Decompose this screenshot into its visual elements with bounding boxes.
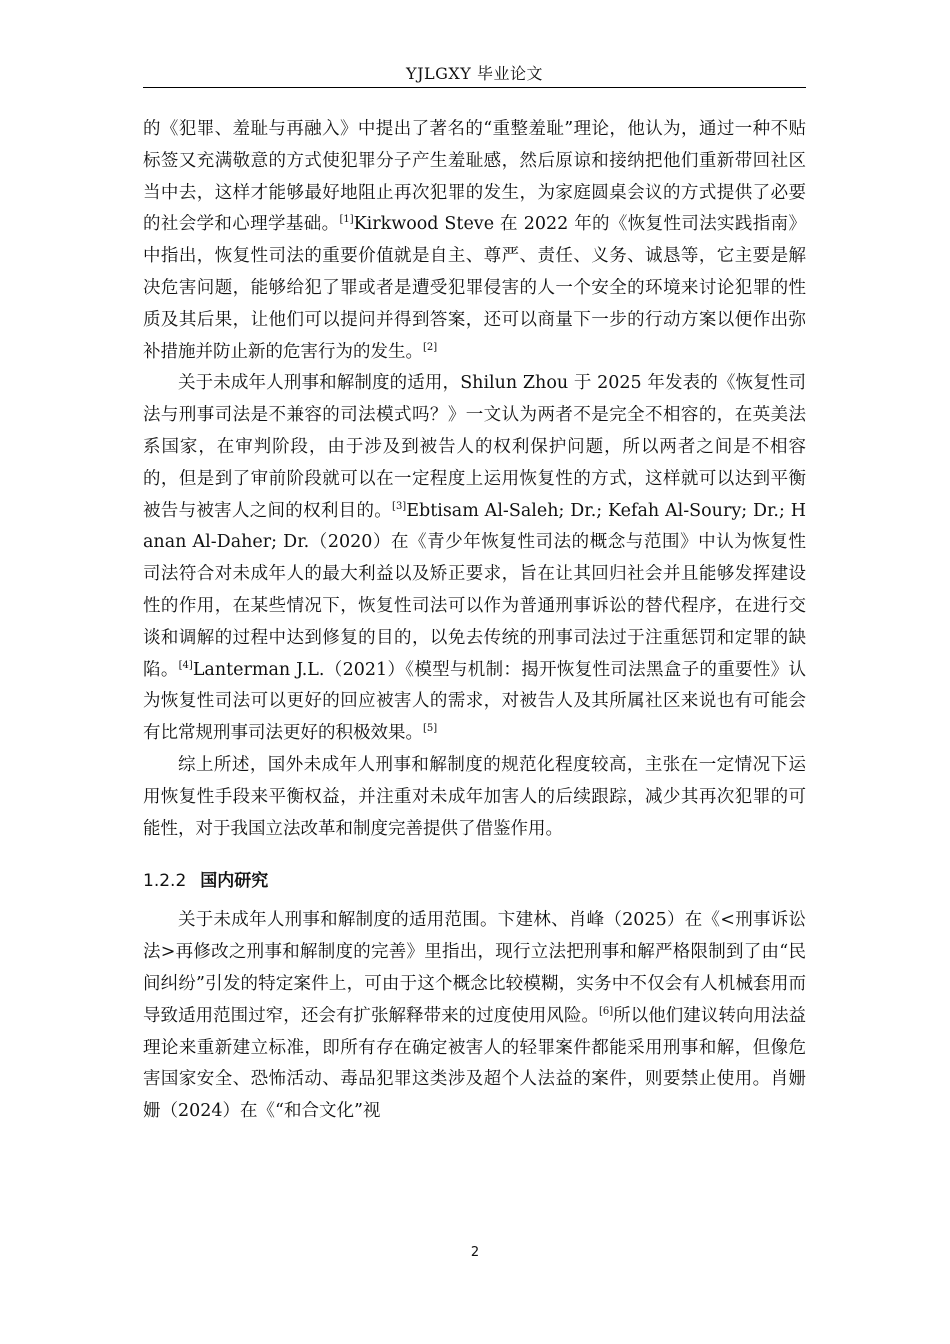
citation-marker: [4] [178,659,193,671]
paragraphs-after-section [143,905,806,1128]
body-paragraph [143,905,806,1128]
paragraphs-before-section [143,114,806,845]
paragraph-text: 关于未成年人刑事和解制度的适用，Shilun Zhou 于 2025 年发表的《恢复性司法与刑事司法是不兼容的司法模式吗？》一文认为两者不是完全不相容的，在英美法系国家，在审判阶段，由于涉及到被告人的权利保护问题，所以两者之间是不相容的，但是到了审前阶段就可以在一定程度上运用恢复性的方式，这样就可以达到平衡被告与被害人之间的权利目的。 [143,373,806,521]
citation-marker: [6] [598,1005,614,1017]
body-paragraph [143,114,806,368]
body-paragraph [143,750,806,845]
paragraph-text: 的《犯罪、羞耻与再融入》中提出了著名的“重整羞耻”理论，他认为，通过一种不贴标签又充满敬意的方式使犯罪分子产生羞耻感，然后原谅和接纳把他们重新带回社区当中去，这样才能够最好地阻止再次犯罪的发生，为家庭圆桌会议的方式提供了必要的社会学和心理学基础。 [143,119,806,235]
section-title: 国内研究 [200,871,269,892]
citation-marker: [3] [392,500,407,512]
page-number: 2 [470,1245,480,1260]
paragraph-text: Kirkwood Steve 在 2022 年的《恢复性司法实践指南》中指出，恢复性司法的重要价值就是自主、尊严、责任、义务、诚恳等，它主要是解决危害问题，能够给犯了罪或者是遭受犯罪侵害的人一个安全的环境来讨论犯罪的性质及其后果，让他们可以提问并得到答案，还可以商量下一步的行动方案以便作出弥补措施并防止新的危害行为的发生。 [143,214,806,362]
section-number: 1.2.2 [143,871,187,892]
citation-marker: [2] [423,341,438,353]
paragraph-text: 关于未成年人刑事和解制度的适用范围。卞建林、肖峰（2025）在《<刑事诉讼法>再修改之刑事和解制度的完善》里指出，现行立法把刑事和解严格限制到了由“民间纠纷”引发的特定案件上，可由于这个概念比较模糊，实务中不仅会有人机械套用而导致适用范围过窄，还会有扩张解释带来的过度使用风险。 [143,910,806,1026]
paragraph-text: Lanterman J.L.（2021）《模型与机制：揭开恢复性司法黑盒子的重要性》认为恢复性司法可以更好的回应被害人的需求，对被告人及其所属社区来说也有可能会有比常规刑事司法更好的积极效果。 [143,659,806,744]
running-header: YJLGXY 毕业论文 [406,64,543,83]
paragraph-text: Ebtisam Al-Saleh; Dr.; Kefah Al-Soury; Dr.; Hanan Al-Daher; Dr.（2020）在《青少年恢复性司法的概念与范围》中认为恢复性司法符合对未成年人的最大利益以及矫正要求，旨在让其回归社会并且能够发挥建设性的作用，在某些情况下，恢复性司法可以作为普通刑事诉讼的替代程序，在进行交谈和调解的过程中达到修复的目的，以免去传统的刑事司法过于注重惩罚和定罪的缺陷。 [143,500,806,680]
paragraph-text: 所以他们建议转向用法益理论来重新建立标准，即所有存在确定被害人的轻罪案件都能采用刑事和解，但像危害国家安全、恐怖活动、毒品犯罪这类涉及超个人法益的案件，则要禁止使用。肖姗姗（2024）在《“和合文化”视 [143,1005,807,1122]
citation-marker: [1] [339,214,354,226]
document-body [143,114,806,1128]
section-heading [143,867,806,895]
citation-marker: [5] [423,723,438,735]
paragraph-text: 综上所述，国外未成年人刑事和解制度的规范化程度较高，主张在一定情况下运用恢复性手段来平衡权益，并注重对未成年加害人的后续跟踪，减少其再次犯罪的可能性，对于我国立法改革和制度完善提供了借鉴作用。 [143,754,806,839]
body-paragraph [143,368,806,750]
header-rule [143,87,806,88]
